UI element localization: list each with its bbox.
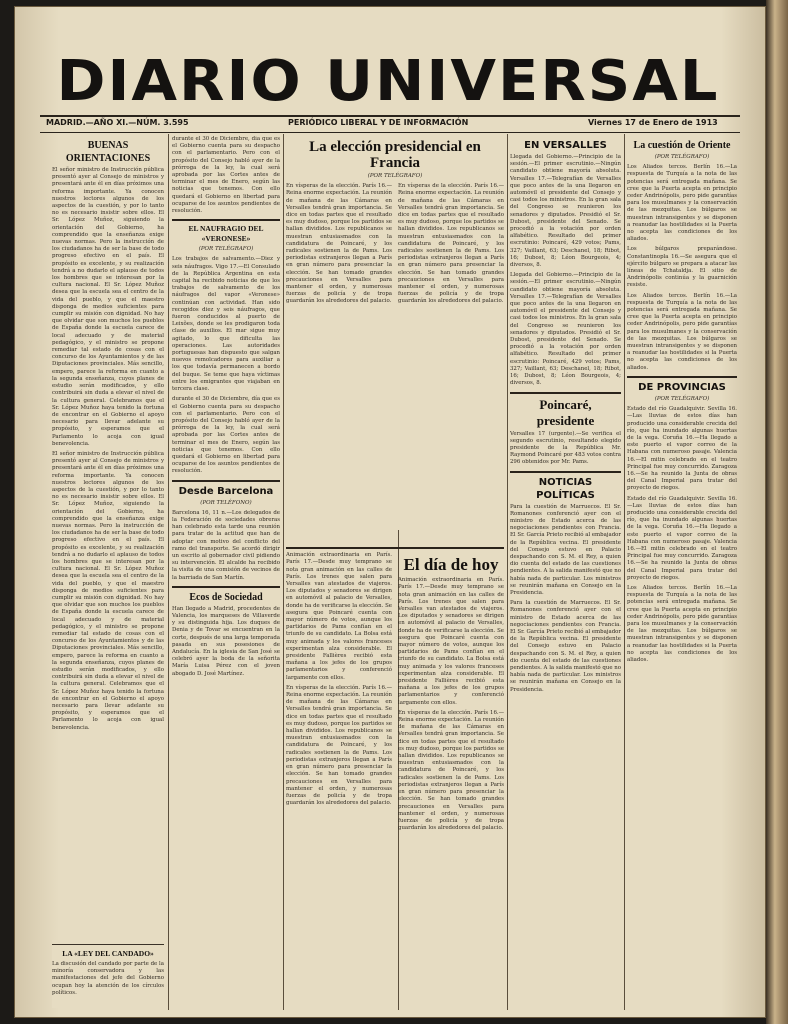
article-body-continued: En vísperas de la elección. París 16.—Reina enorme expectación. La reunión de mañana de las Cámaras en Versalles tendrá gran importancia. Se dice en todas partes que el resultado es muy dudoso, porque los partidos se hallan divididos. Los republicanos se muestran entusiasmados con la candidatura de Poincaré, y los radicales sostienen la de Pams. Los periodistas extranjeros llegan a París en gran número para presenciar la elección. Se han tomado grandes precauciones en Versalles para mantener el orden, y numerosas fuerzas de policía y de tropa guardarán los alrededores del palacio.: [398, 183, 504, 305]
subhead: (POR TELÉGRAFO): [367, 173, 423, 179]
article-body: Llegada del Gobierno.—Principio de la sesión.—El primer escrutinio.—Ningún candidato obtiene mayoría absoluta. Versalles 17.—Telegrafían de Versalles que poco antes de la una llegaron en automóvil el presidente del Consejo y casi todos los ministros. En la gran sala del Congreso se reunieron los senadores y diputados. Presidió el Sr. Dubost, presidente del Senado. Se procedió a la votación por orden alfabético. Resultado del primer escrutinio: Poincaré, 429 votos; Pams, 327; Vaillant, 63; Deschanel, 18; Ribot, 16; Dubost, 8; Léon Bourgeois, 4; diversos, 8.: [510, 154, 621, 269]
divider: [172, 480, 280, 482]
article-body-continued: Los Aliados tercos. Berlín 16.—La respuesta de Turquía a la nota de las potencias será entregada mañana. Se cree que la Puerta acepta en principio ceder Andrinópolis, pero pide garantías para los musulmanes y la conservación de las mezquitas. Los búlgaros se muestran intransigentes y se disponen a reanudar las hostilidades si la Puerta no acepta las condiciones de los aliados.: [627, 584, 737, 663]
divider: [52, 944, 164, 945]
article-body: Barcelona 16, 11 n.—Los delegados de la Federación de sociedades obreras han celebrado esta tarde una reunión para tratar de la actitud que han de adoptar con motivo del conflicto del ramo del transporte. Se acordó dirigir un escrito al gobernador civil pidiendo su intervención. El alcalde ha recibido la visita de una comisión de vecinos de la barriada de San Martín.: [172, 509, 280, 581]
article-body-continued: durante el 30 de Diciembre, día que es el Gobierno cuenta para su despacho con el parlamentario. Pero con el propósito del Consejo habló ayer de la prórroga de la ley, la cual será aprobada por las Cortes antes de terminar el mes de Enero, según las noticias que tenemos. Con ello quedará el Gobierno en libertad para ocuparse de los asuntos pendientes de resolución.: [172, 396, 280, 475]
book-spine: [766, 0, 788, 1024]
divider: [172, 219, 280, 221]
headline-buenas-orientaciones: BUENAS ORIENTACIONES: [65, 140, 151, 164]
subhead: (POR TELÉGRAFO): [198, 246, 254, 253]
article-body: Los búlgaros preparándose. Constantinopla 16.—Se asegura que el ejército búlgaro se prepara a atacar las líneas de Tchataldja. El sitio de Andrinópolis continúa y la guarnición resiste.: [627, 246, 737, 289]
headline-naufragio-veronese: EL NAUFRAGIO DEL «VERONESE»: [188, 224, 264, 244]
headline-el-dia-de-hoy: El día de hoy: [403, 555, 499, 575]
subhead: (POR TELÉGRAFO): [654, 395, 710, 402]
divider: [627, 376, 737, 378]
issue-date: Viernes 17 de Enero de 1913: [588, 118, 718, 127]
article-body-continued: Llegada del Gobierno.—Principio de la sesión.—El primer escrutinio.—Ningún candidato obtiene mayoría absoluta. Versalles 17.—Telegrafían de Versalles que poco antes de la una llegaron en automóvil el presidente del Consejo y casi todos los ministros. En la gran sala del Congreso se reunieron los senadores y diputados. Presidió el Sr. Dubost, presidente del Senado. Se procedió a la votación por orden alfabético. Resultado del primer escrutinio: Poincaré, 429 votos; Pams, 327; Vaillant, 63; Deschanel, 18; Ribot, 16; Dubost, 8; Léon Bourgeois, 4; diversos, 8.: [510, 272, 621, 387]
divider: [510, 392, 621, 394]
subhead: (POR TELÉGRAFO): [654, 154, 710, 160]
masthead-rule-top: [40, 115, 740, 117]
article-body-continued: En vísperas de la elección. París 16.—Reina enorme expectación. La reunión de mañana de las Cámaras en Versalles tendrá gran importancia. Se dice en todas partes que el resultado es muy dudoso, porque los partidos se hallan divididos. Los republicanos se muestran entusiasmados con la candidatura de Poincaré, y los radicales sostienen la de Pams. Los periodistas extranjeros llegan a París en gran número para presenciar la elección. Se han tomado grandes precauciones en Versalles para mantener el orden, y numerosas fuerzas de policía y de tropa guardarán los alrededores del palacio.: [286, 684, 392, 807]
column-divider: [507, 134, 508, 1010]
article-body-continued: En vísperas de la elección. París 16.—Reina enorme expectación. La reunión de mañana de las Cámaras en Versalles tendrá gran importancia. Se dice en todas partes que el resultado es muy dudoso, porque los partidos se hallan divididos. Los republicanos se muestran entusiasmados con la candidatura de Poincaré, y los radicales sostienen la de Pams. Los periodistas extranjeros llegan a París en gran número para presenciar la elección. Se han tomado grandes precauciones en Versalles para mantener el orden, y numerosas fuerzas de policía y de tropa guardarán los alrededores del palacio.: [398, 709, 504, 832]
article-body: En vísperas de la elección. París 16.—Reina enorme expectación. La reunión de mañana de las Cámaras en Versalles tendrá gran importancia. Se dice en todas partes que el resultado es muy dudoso, porque los partidos se hallan divididos. Los republicanos se muestran entusiasmados con la candidatura de Poincaré, y los radicales sostienen la de Pams. Los periodistas extranjeros llegan a París en gran número para presenciar la elección. Se han tomado grandes precauciones en Versalles para mantener el orden, y numerosas fuerzas de policía y de tropa guardarán los alrededores del palacio.: [286, 183, 392, 305]
newspaper-subtitle: PERIÓDICO LIBERAL Y DE INFORMACIÓN: [288, 118, 469, 127]
divider: [510, 471, 621, 473]
article-body-continued: Estado del río Guadalquivir. Sevilla 16.—Las lluvias de estos días han producido una considerable crecida del río, que ha inundado algunas huertas de la vega. Coruña 16.—Ha llegado a este puerto el vapor correo de la Habana con numeroso pasaje. Valencia 16.—El mitin celebrado en el teatro Principal fue muy concurrido. Zaragoza 16.—Se ha reunido la Junta de obras del Canal Imperial para tratar del proyecto de riegos.: [627, 495, 737, 581]
headline-ley-candado: LA «LEY DEL CANDADO»: [62, 949, 154, 958]
column-1: [52, 136, 164, 1008]
issue-number: MADRID.—AÑO XI.—NÚM. 3.595: [46, 118, 189, 127]
headline-noticias-politicas: NOTICIAS POLÍTICAS: [536, 476, 595, 501]
column-divider: [168, 134, 169, 1010]
article-body: Han llegado a Madrid, procedentes de Valencia, los marqueses de Villaverde y su distinguida hija. Los duques de Denia y de Tovar se encuentran en la corte, después de una larga temporada pasada en sus posesiones de Andalucía. En la iglesia de San José se celebró ayer la boda de la señorita María Luisa Pérez con el joven abogado D. José Martínez.: [172, 605, 280, 677]
headline-poincare-presidente: Poincaré, presidente: [536, 396, 595, 428]
article-body: Los Aliados tercos. Berlín 16.—La respuesta de Turquía a la nota de las potencias será entregada mañana. Se cree que la Puerta acepta en principio ceder Andrinópolis, pero pide garantías para los musulmanes y la conservación de las mezquitas. Los búlgaros se muestran intransigentes y se disponen a reanudar las hostilidades si la Puerta no acepta las condiciones de los aliados.: [627, 164, 737, 243]
article-body: Estado del río Guadalquivir. Sevilla 16.—Las lluvias de estos días han producido una considerable crecida del río, que ha inundado algunas huertas de la vega. Coruña 16.—Ha llegado a este puerto el vapor correo de la Habana con numeroso pasaje. Valencia 16.—El mitin celebrado en el teatro Principal fue muy concurrido. Zaragoza 16.—Se ha reunido la Junta de obras del Canal Imperial para tratar del proyecto de riegos.: [627, 406, 737, 492]
divider: [286, 547, 504, 549]
headline-ecos-sociedad: Ecos de Sociedad: [189, 591, 263, 603]
headline-cuestion-oriente: La cuestión de Oriente: [633, 140, 731, 151]
column-4: [510, 136, 621, 1008]
column-5: [627, 136, 737, 1008]
article-body: La discusión del candado por parte de la minoría conservadora y las manifestaciones del jefe del Gobierno ocupan hoy la atención de los círculos políticos.: [52, 961, 164, 996]
headline-desde-barcelona: Desde Barcelona: [178, 485, 274, 497]
headline-de-provincias: DE PROVINCIAS: [638, 381, 726, 393]
article-body-continued: Para la cuestión de Marruecos. El Sr. Romanones conferenció ayer con el ministro de Estado acerca de las negociaciones pendientes con Francia. El Sr. García Prieto recibió al embajador de la República vecina. El presidente del Consejo estuvo en Palacio despachando con S. M. el Rey, a quien dio cuenta del estado de las cuestiones pendientes. A la salida manifestó que no había nada de particular. Los ministros se reunirán mañana en Consejo en la Presidencia.: [510, 600, 621, 693]
article-body: Versalles 17 (urgente).—Se verifica el segundo escrutinio, resultando elegido presidente de la República Mr. Raymond Poincaré por 483 votos contra 296 obtenidos por Mr. Pams.: [510, 430, 621, 466]
article-body: El señor ministro de Instrucción pública presentó ayer al Consejo de ministros y presentará ante él en días próximos una reforma importante. Ya conocen nuestros lectores algunos de los aspectos de la cuestión, y por lo tanto no es necesario insistir sobre ellos. El Sr. López Muñoz, siguiendo la orientación del Gobierno, ha comprendido que la enseñanza exige nuevas normas. Pero la instrucción de los ciudadanos ha de ser la base de todo progreso efectivo en el país. El propósito es excelente, y su realización tendrá a no dudarlo el aplauso de todos los hombres que se interesan por la cultura nacional. El Sr. López Muñoz desea que la escuela sea el centro de la vida del pueblo, y que el maestro disponga de medios suficientes para cumplir su misión con dignidad. No hay que olvidar que son muchos los pueblos de España donde la escuela carece de local adecuado y de material pedagógico, y el ministro se propone remediar tal estado de cosas con el concurso de los Ayuntamientos y de las Diputaciones provinciales. Más sencillo, empero, parece la reforma en cuanto a la segunda enseñanza, cuyos planes de estudio serán modificados, y ello contribuirá sin duda a elevar el nivel de la cultura general. Celebramos que el Sr. López Muñoz haya tenido la fortuna de encontrar en el Gobierno el apoyo necesario para llevar adelante su propósito, y esperamos que el Parlamento lo acoja con igual benevolencia.: [52, 167, 164, 447]
headline-eleccion-francia: La elección presidencial en Francia: [309, 139, 481, 171]
divider: [172, 586, 280, 588]
masthead-rule-bottom: [40, 132, 740, 133]
column-divider: [283, 134, 284, 1010]
dateline: [44, 118, 734, 132]
article-body-continued: El señor ministro de Instrucción pública presentó ayer al Consejo de ministros y presentará ante él en días próximos una reforma importante. Ya conocen nuestros lectores algunos de los aspectos de la cuestión, y por lo tanto no es necesario insistir sobre ellos. El Sr. López Muñoz, siguiendo la orientación del Gobierno, ha comprendido que la enseñanza exige nuevas normas. Pero la instrucción de los ciudadanos ha de ser la base de todo progreso efectivo en el país. El propósito es excelente, y su realización tendrá a no dudarlo el aplauso de todos los hombres que se interesan por la cultura nacional. El Sr. López Muñoz desea que la escuela sea el centro de la vida del pueblo, y que el maestro disponga de medios suficientes para cumplir su misión con dignidad. No hay que olvidar que son muchos los pueblos de España donde la escuela carece de local adecuado y de material pedagógico, y el ministro se propone remediar tal estado de cosas con el concurso de los Ayuntamientos y de las Diputaciones provinciales. Más sencillo, empero, parece la reforma en cuanto a la segunda enseñanza, cuyos planes de estudio serán modificados, y ello contribuirá sin duda a elevar el nivel de la cultura general. Celebramos que el Sr. López Muñoz haya tenido la fortuna de encontrar en el Gobierno el apoyo necesario para llevar adelante su propósito, y esperamos que el Parlamento lo acoja con igual benevolencia.: [52, 450, 164, 731]
column-divider: [624, 134, 625, 1010]
column-2: [172, 136, 280, 1008]
lower-section: [286, 552, 504, 835]
article-columns: [286, 183, 504, 543]
article-body: Los trabajos de salvamento.—Diez y seis náufragos. Vigo 17.—El Consulado de la República Argentina en esta capital ha recibido noticias de que los trabajos de salvamento de los náufragos del vapor «Veronese» continúan con actividad. Han sido recogidos diez y seis náufragos, que fueron conducidos al puerto de Leixões, donde se les prodigaron toda clase de auxilios. El mar sigue muy agitado, lo que dificulta las operaciones. Las autoridades portuguesas han dispuesto que salgan nuevos remolcadores para auxiliar a los que todavía permanecen a bordo del buque. Se teme que haya víctimas entre los emigrantes que viajaban en tercera clase.: [172, 256, 280, 393]
column-3: [286, 136, 504, 1008]
masthead-title: DIARIO UNIVERSAL: [56, 47, 720, 114]
article-body-continued: Los Aliados tercos. Berlín 16.—La respuesta de Turquía a la nota de las potencias será entregada mañana. Se cree que la Puerta acepta en principio ceder Andrinópolis, pero pide garantías para los musulmanes y la conservación de las mezquitas. Los búlgaros se muestran intransigentes y se disponen a reanudar las hostilidades si la Puerta no acepta las condiciones de los aliados.: [627, 292, 737, 371]
article-body: Animación extraordinaria en París. París 17.—Desde muy temprano se nota gran animación en las calles de París. Los trenes que salen para Versalles van atestados de viajeros. Los diputados y senadores se dirigen en automóvil al palacio de Versalles, donde ha de verificarse la elección. Se asegura que Poincaré cuenta con mayor número de votos, aunque los partidarios de Pams confían en el triunfo de su candidato. La Bolsa está muy animada y los valores franceses experimentan alza considerable. El presidente Fallières recibió esta mañana a los jefes de los grupos parlamentarios y conferenció largamente con ellos.: [286, 552, 392, 681]
lower-left: [286, 552, 392, 835]
article-body: Para la cuestión de Marruecos. El Sr. Romanones conferenció ayer con el ministro de Estado acerca de las negociaciones pendientes con Francia. El Sr. García Prieto recibió al embajador de la República vecina. El presidente del Consejo estuvo en Palacio despachando con S. M. el Rey, a quien dio cuenta del estado de las cuestiones pendientes. A la salida manifestó que no había nada de particular. Los ministros se reunirán mañana en Consejo en la Presidencia.: [510, 503, 621, 596]
subhead: (POR TELÉFONO): [200, 499, 252, 506]
column-1-bottom: [52, 940, 164, 1008]
article-body: Animación extraordinaria en París. París 17.—Desde muy temprano se nota gran animación en las calles de París. Los trenes que salen para Versalles van atestados de viajeros. Los diputados y senadores se dirigen en automóvil al palacio de Versalles, donde ha de verificarse la elección. Se asegura que Poincaré cuenta con mayor número de votos, aunque los partidarios de Pams confían en el triunfo de su candidato. La Bolsa está muy animada y los valores franceses experimentan alza considerable. El presidente Fallières recibió esta mañana a los jefes de los grupos parlamentarios y conferenció largamente con ellos.: [398, 577, 504, 706]
article-body: durante el 30 de Diciembre, día que es el Gobierno cuenta para su despacho con el parlamentario. Pero con el propósito del Consejo habló ayer de la prórroga de la ley, la cual será aprobada por las Cortes antes de terminar el mes de Enero, según las noticias que tenemos. Con ello quedará el Gobierno en libertad para ocuparse de los asuntos pendientes de resolución.: [172, 136, 280, 215]
headline-en-versalles: EN VERSALLES: [524, 140, 607, 151]
lower-right: [398, 552, 504, 835]
